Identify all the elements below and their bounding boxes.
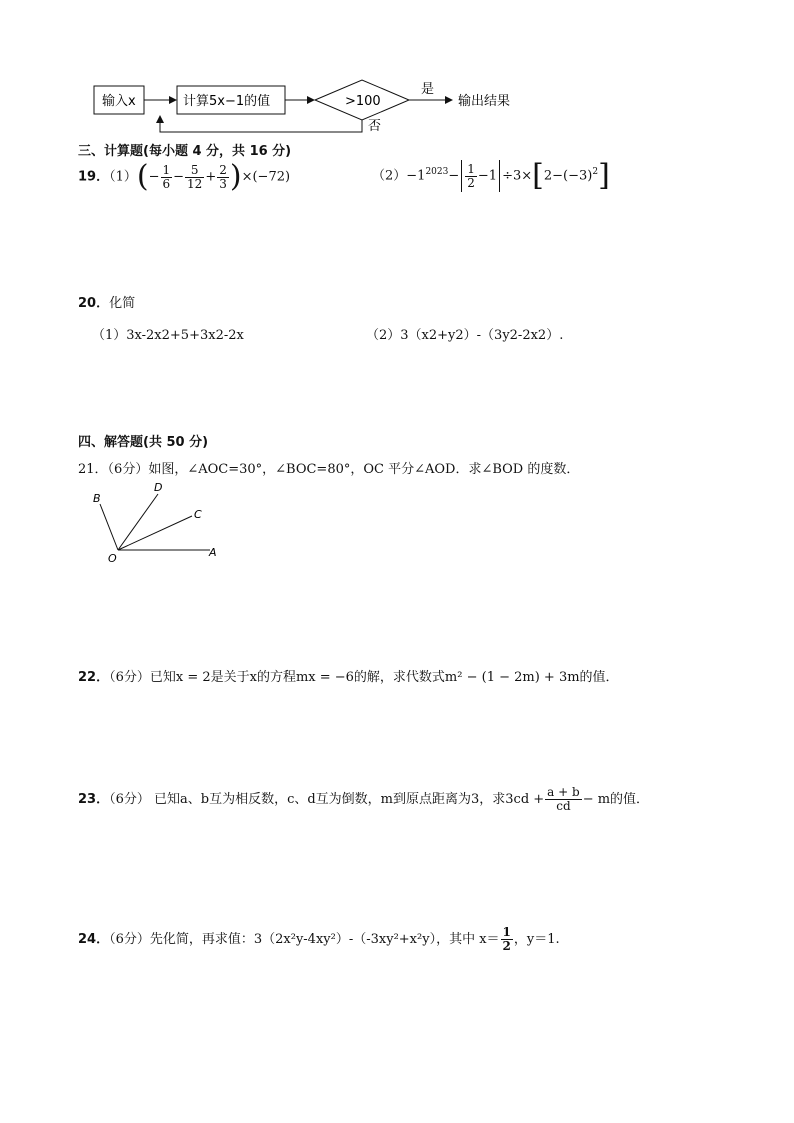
frac-den: 6 xyxy=(162,176,171,191)
diamond-label: >100 xyxy=(345,94,381,109)
loop-back-line xyxy=(160,116,362,132)
q24-number: 24． xyxy=(78,932,110,947)
q23-text xyxy=(78,786,649,813)
ray-OB xyxy=(100,504,118,550)
frac-num: 1 xyxy=(162,162,171,177)
q23-number: 23． xyxy=(78,792,110,807)
q20-title xyxy=(78,292,135,311)
ray-OD xyxy=(118,494,158,550)
frac-num: 1 xyxy=(467,161,475,176)
q19-p2-sq: 2 xyxy=(592,167,599,178)
q19-p2-abs-tail: −1 xyxy=(477,168,498,184)
label-D: D xyxy=(154,481,163,494)
yes-label: 是 xyxy=(421,82,435,97)
bracket-open: [ xyxy=(532,158,544,193)
q23-pre: （6分） 已知a、b互为相反数，c、d互为倒数，m到原点距离为3，求3cd + xyxy=(109,792,545,807)
q20-number: 20． xyxy=(78,296,110,311)
paren-open: ( xyxy=(136,159,149,194)
q19-p2-inner: 2−(−3) xyxy=(543,168,593,184)
q19-p2-base: −1 xyxy=(406,168,426,184)
no-label: 否 xyxy=(368,119,382,134)
ray-OC xyxy=(118,516,192,550)
q20-part1: （1）3x-2x2+5+3x2-2x xyxy=(92,328,244,343)
label-A: A xyxy=(209,546,217,559)
q19-p2-frac xyxy=(465,163,477,190)
q20-part2: （2）3（x2+y2）-（3y2-2x2）. xyxy=(366,328,564,343)
q22-body: （6分）已知x = 2是关于x的方程mx = −6的解，求代数式m² − (1 − 2m) + 3m的值． xyxy=(109,670,619,685)
section4-title: 四、解答题(共 50 分) xyxy=(78,435,209,450)
frac-num: 5 xyxy=(190,162,199,177)
q19-frac2 xyxy=(185,164,204,191)
q22-number: 22． xyxy=(78,670,110,685)
q19-p2-exp: 2023 xyxy=(425,167,449,178)
q24-post: ，y＝1. xyxy=(513,932,560,947)
section3-title: 三、计算题(每小题 4 分，共 16 分) xyxy=(78,144,292,159)
frac-den: cd xyxy=(545,799,582,813)
bracket-close: ] xyxy=(598,158,610,193)
q23-frac xyxy=(545,786,582,813)
q22-text xyxy=(78,666,619,685)
output-label: 输出结果 xyxy=(458,94,511,109)
frac-den: 2 xyxy=(467,175,475,190)
frac-num: a + b xyxy=(547,785,580,799)
q21-text: 21．（6分）如图，∠AOC=30°，∠BOC=80°，OC 平分∠AOD．求∠BOD 的度数． xyxy=(78,462,580,477)
q19-part2: $(2)-1^{2023}-$ $\frac{1}{2}$ $-1 \div 3\times[2-(-3)^2]$ xyxy=(372,158,610,193)
input-box-label: 输入x xyxy=(102,94,136,109)
q24-pre: （6分）先化简，再求值：3（2x²y-4xy²）-（-3xy²+x²y），其中 x＝ xyxy=(109,932,500,947)
q19-part1: 19．（1）(− $\frac{1}{6}$ − $\frac{5}{12}$ + $\frac{2}{3}$ )×(−72) xyxy=(78,159,291,194)
flowchart xyxy=(80,72,540,138)
q21-angle-figure xyxy=(86,478,226,568)
q24-text xyxy=(78,926,560,953)
abs-bar-left xyxy=(461,160,462,192)
abs-bar-right xyxy=(499,160,500,192)
q19-p1-tail: ×(−72) xyxy=(241,169,291,185)
q23-post: − m的值． xyxy=(582,792,650,807)
q19-frac1 xyxy=(161,164,173,191)
compute-box-label: 计算5x−1的值 xyxy=(183,94,271,109)
q24-frac xyxy=(501,926,513,953)
frac-num: 1 xyxy=(502,925,511,939)
label-B: B xyxy=(93,492,101,505)
frac-den: 2 xyxy=(502,939,511,953)
label-C: C xyxy=(194,508,202,521)
paren-close: ) xyxy=(229,159,242,194)
frac-num: 2 xyxy=(219,162,227,177)
q20-title-text: 化简 xyxy=(109,296,136,311)
q19-p2-label: （2） xyxy=(372,168,407,184)
q19-frac3 xyxy=(217,164,229,191)
frac-den: 12 xyxy=(187,176,203,191)
label-O: O xyxy=(108,552,117,565)
frac-den: 3 xyxy=(219,176,227,191)
q19-number: 19． xyxy=(78,169,110,185)
q19-p2-mid: ÷3× xyxy=(502,168,533,184)
q19-p1-label: （1） xyxy=(109,169,137,185)
